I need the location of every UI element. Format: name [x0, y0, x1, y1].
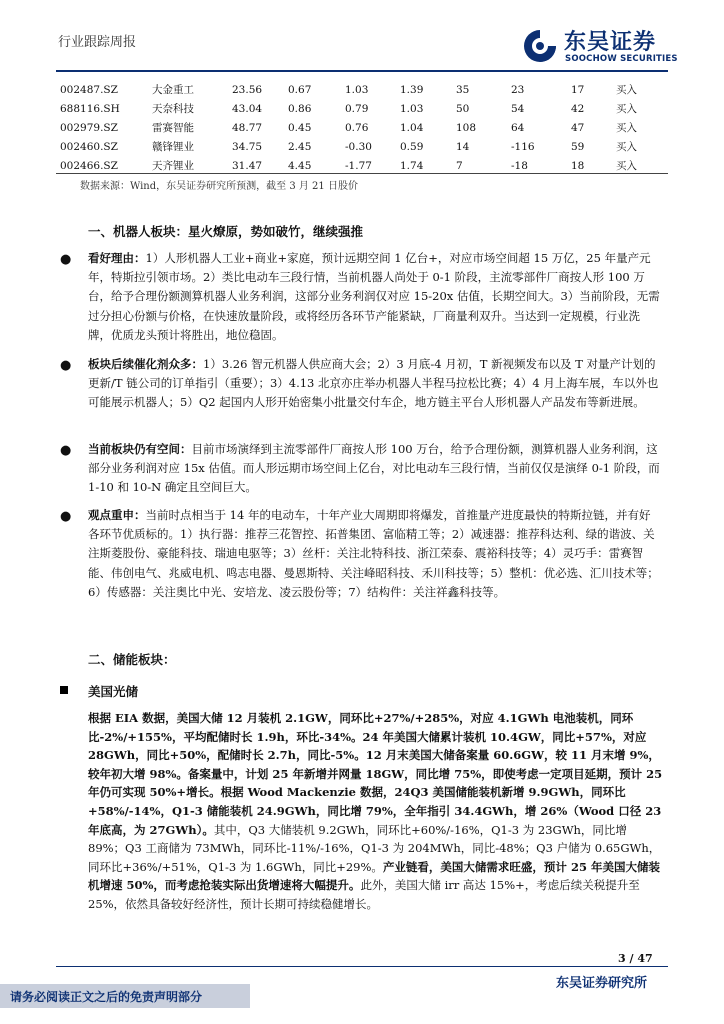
paragraph-text: 此外，美国大储 irr 高达 15%+，考虑后续关税提升至 25%，依然具备较好经济性，预计长期可持续稳健增长。: [88, 878, 640, 911]
table-cell: 2.45: [288, 140, 312, 153]
paragraph-heading: 当前板块仍有空间：: [88, 442, 192, 456]
table-source-note: 数据来源：Wind，东吴证券研究所预测，截至 3 月 21 日股价: [80, 181, 358, 192]
table-cell: 0.86: [288, 102, 312, 115]
paragraph-body: 1）人形机器人工业+商业+家庭，预计远期空间 1 亿台+，对应市场空间超 15 万亿，25 年量产元年，特斯拉引领市场。2）类比电动车三段行情，当前机器人尚处于 0-1 阶段，主流零部件厂商按人形 100 万台，给予合理份额测算机器人业务利润，这部分业务利润仅对应 15-20x 估值，长期空间大。3）当前阶段，无需过分担心份额与价格，在快速放量阶段，或将经历各环节产能紧缺，厂商量利双升。当达到一定规模，行业洗牌，优质龙头预计将胜出，地位稳固。: [88, 251, 660, 342]
paragraph-view: [88, 506, 660, 602]
table-cell: 7: [456, 159, 463, 172]
table-cell: 31.47: [232, 159, 263, 172]
table-cell: 0.45: [288, 121, 312, 134]
table-row: [60, 80, 656, 99]
table-cell: 4.45: [288, 159, 312, 172]
table-cell: 买入: [616, 103, 637, 115]
table-cell: 34.75: [232, 140, 263, 153]
table-cell: -0.30: [345, 140, 372, 153]
subsection-title: 美国光储: [88, 684, 139, 699]
paragraph-body: 当前时点相当于 14 年的电动车，十年产业大周期即将爆发，首推量产进度最快的特斯拉链，并有好各环节优质标的。1）执行器：推荐三花智控、拓普集团、富临精工等；2）减速器：推荐科达利、绿的谐波、关注斯菱股份、豪能科技、瑞迪电驱等；3）丝杆：关注北特科技、浙江荣泰、震裕科技等；4）灵巧手：雷赛智能、伟创电气、兆威电机、鸣志电器、曼恩斯特、关注峰昭科技、禾川科技等；5）整机：优必选、汇川技术等；6）传感器：关注奥比中光、安培龙、凌云股份等；7）结构件：关注祥鑫科技等。: [88, 508, 659, 599]
table-cell: 23.56: [232, 83, 263, 96]
table-cell: 48.77: [232, 121, 263, 134]
page-number: 3 / 47: [618, 952, 653, 965]
table-cell: 赣锋锂业: [152, 141, 194, 153]
stock-table: [60, 80, 656, 175]
table-cell: 大金重工: [152, 84, 194, 96]
table-cell: -116: [511, 140, 535, 153]
paragraph-heading: 板块后续催化剂众多：: [88, 357, 203, 371]
paragraph-body: 1）3.26 智元机器人供应商大会；2）3 月底-4 月初，T 新视频发布以及 T 对量产计划的更新/T 链公司的订单指引（重要）；3）4.13 北京亦庄举办机器人半程马拉松比赛；4）4 月上海车展，车以外也可能展示机器人；5）Q2 起国内人形开始密集小批量交付车企，地方链主平台人形机器人产品发布等新进展。: [88, 357, 659, 410]
table-cell: 108: [456, 121, 477, 134]
paragraph-bold: 产业链看，美国大储需求旺盛，预计 25 年美国大储装机增速 50%，而考虑抢装实际出货增速将大幅提升。: [88, 859, 660, 893]
table-row: [60, 118, 656, 137]
table-cell: 002487.SZ: [60, 83, 118, 96]
paragraph-us-storage: [88, 709, 664, 914]
table-cell: 买入: [616, 122, 637, 134]
table-cell: 1.03: [345, 83, 369, 96]
section-title-storage: 二、储能板块：: [88, 652, 176, 667]
table-bottom-rule: [56, 173, 668, 174]
table-cell: 1.39: [400, 83, 424, 96]
bullet-icon: ●: [60, 443, 72, 458]
table-cell: 43.04: [232, 102, 263, 115]
table-cell: 0.79: [345, 102, 369, 115]
table-cell: 47: [571, 121, 585, 134]
table-cell: 雷赛智能: [152, 122, 194, 134]
paragraph-body: 目前市场演绎到主流零部件厂商按人形 100 万台，给予合理份额，测算机器人业务利润，这部分业务利润对应 15x 估值。而人形远期市场空间上亿台，对比电动车三段行情，当前仅仅是演绎 0-1 阶段，而 1-10 和 10-N 确定且空间巨大。: [88, 442, 660, 495]
logo-english-name: SOOCHOW SECURITIES: [565, 54, 678, 64]
table-cell: 天奈科技: [152, 103, 194, 115]
bullet-icon: ●: [60, 252, 72, 267]
table-cell: 1.74: [400, 159, 424, 172]
footer-institute: 东吴证券研究所: [556, 976, 648, 991]
table-cell: 002466.SZ: [60, 159, 118, 172]
table-cell: 002979.SZ: [60, 121, 118, 134]
table-cell: 18: [571, 159, 585, 172]
disclaimer-text: 请务必阅读正文之后的免责声明部分: [10, 990, 203, 1004]
table-cell: 002460.SZ: [60, 140, 118, 153]
paragraph-catalysts: [88, 355, 660, 413]
table-cell: 64: [511, 121, 525, 134]
logo-chinese-name: 东吴证券: [564, 30, 657, 55]
paragraph-room: [88, 440, 660, 498]
table-cell: 42: [571, 102, 585, 115]
table-cell: -1.77: [345, 159, 372, 172]
paragraph-heading: 看好理由：: [88, 251, 146, 265]
table-cell: 0.59: [400, 140, 424, 153]
header-divider: [56, 70, 668, 72]
company-logo: [520, 26, 700, 66]
table-cell: 买入: [616, 141, 637, 153]
table-cell: 0.67: [288, 83, 312, 96]
paragraph-reasons: [88, 249, 660, 345]
paragraph-bold: 根据 EIA 数据，美国大储 12 月装机 2.1GW，同环比+27%/+285%，对应 4.1GWh 电池装机，同环比-2%/+155%，平均配储时长 1.9h，环比-34%。24 年美国大储累计装机 10.4GW，同比+57%，对应 28GWh，同比+50%，配储时长 2.7h，同比-5%。12 月末美国大储备案量 60.6GW，较 11 月末增 9%，较年初大增 98%。备案量中，计划 25 年新增并网量 18GW，同比增 75%，即使考虑一定项目延期，预计 25 年仍可实现 50%+增长。根据 Wood Mackenzie 数据，24Q3 美国储能装机新增 9.9GWh，同环比+58%/-14%，Q1-3 储能装机 24.9GWh，同比增 79%，全年指引 34.4GWh，增 26%（Wood 口径 23 年底高，为 27GWh）。: [88, 711, 663, 837]
table-cell: 54: [511, 102, 525, 115]
table-cell: -18: [511, 159, 528, 172]
table-cell: 0.76: [345, 121, 369, 134]
bullet-icon: ●: [60, 509, 72, 524]
table-row: [60, 137, 656, 156]
table-cell: 1.04: [400, 121, 424, 134]
table-cell: 59: [571, 140, 585, 153]
table-cell: 35: [456, 83, 470, 96]
table-cell: 买入: [616, 84, 637, 96]
section-title-robotics: 一、机器人板块：星火燎原，势如破竹，继续强推: [88, 224, 364, 239]
footer-divider: [56, 966, 668, 967]
soochow-logo-icon: [520, 26, 560, 66]
table-cell: 天齐锂业: [152, 160, 194, 172]
table-cell: 50: [456, 102, 470, 115]
table-cell: 1.03: [400, 102, 424, 115]
paragraph-text: 其中，Q3 大储装机 9.2GWh，同环比+60%/-16%，Q1-3 为 23GWh，同比增 89%；Q3 工商储为 73MWh，同环比-11%/-16%，Q1-3 为 204MWh，同比-48%；Q3 户储为 0.65GWh，同环比+36%/+51%，Q1-3 为 1.6GWh，同比+29%。: [88, 822, 661, 874]
table-cell: 买入: [616, 160, 637, 172]
table-cell: 23: [511, 83, 525, 96]
report-type-label: 行业跟踪周报: [58, 35, 137, 50]
paragraph-heading: 观点重申：: [88, 508, 146, 522]
table-cell: 14: [456, 140, 470, 153]
table-row: [60, 99, 656, 118]
table-cell: 688116.SH: [60, 102, 120, 115]
square-bullet-icon: [60, 686, 68, 694]
table-cell: 17: [571, 83, 585, 96]
bullet-icon: ●: [60, 358, 72, 373]
